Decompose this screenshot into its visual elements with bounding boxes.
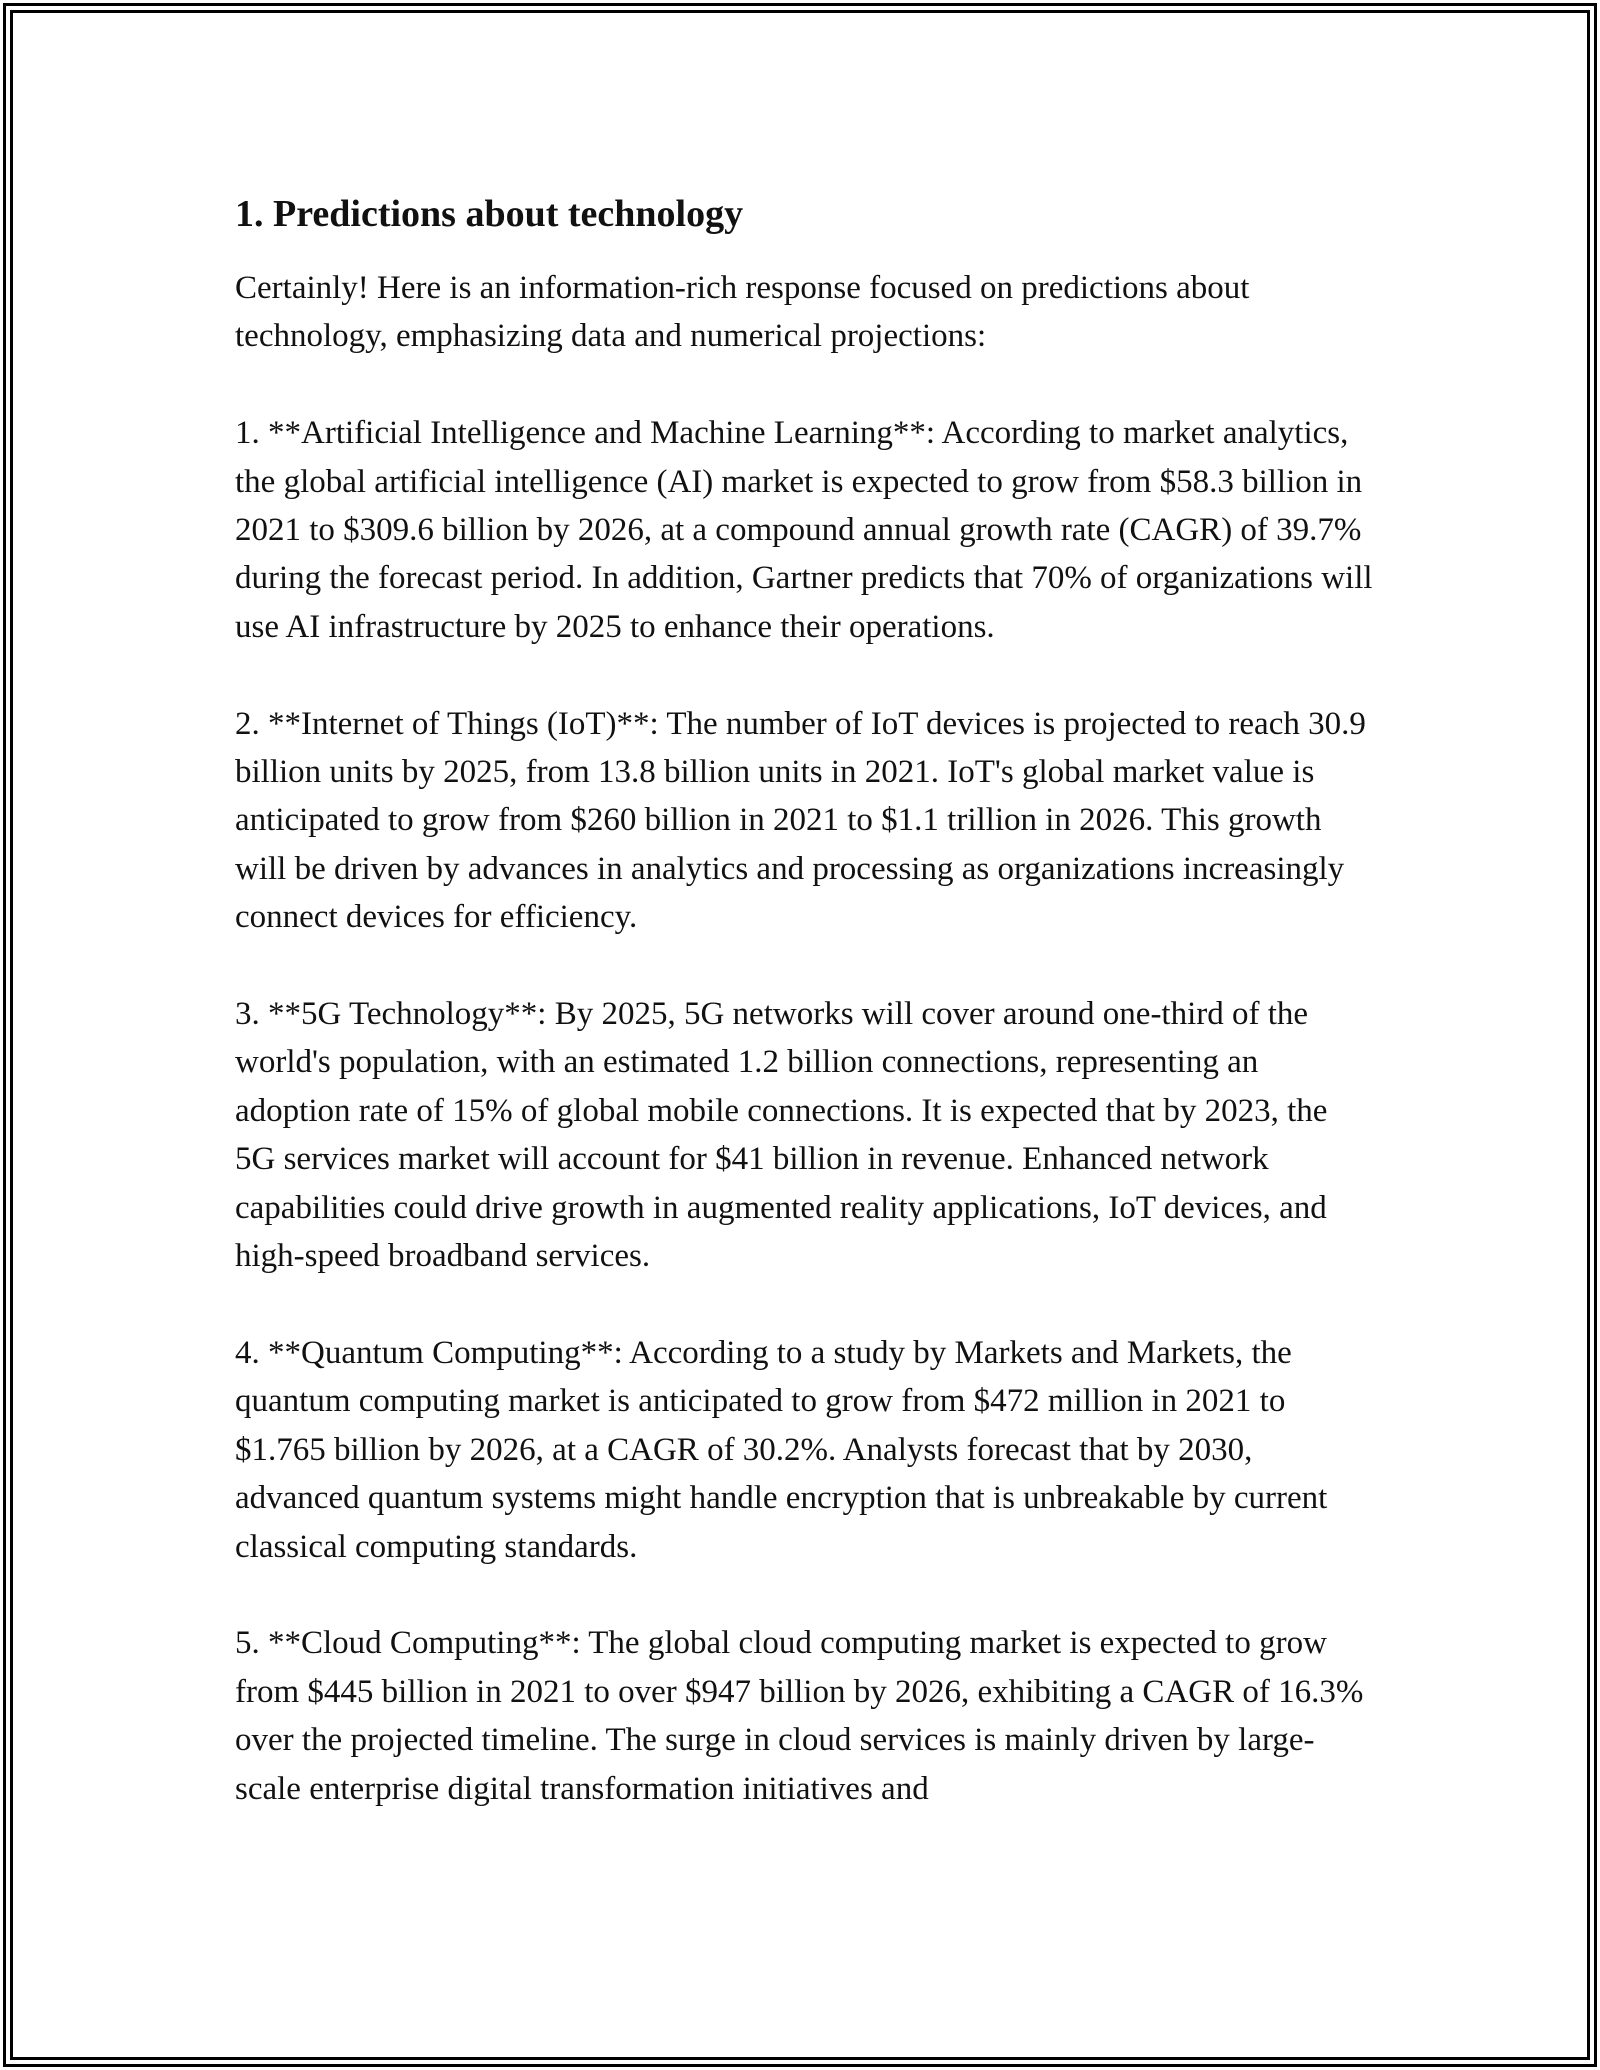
document-body xyxy=(235,186,1375,1813)
prediction-iot: 2. **Internet of Things (IoT)**: The number of IoT devices is projected to reach 30.9 billion units by 2025, from 13.8 billion units in 2021. IoT's global market value is anticipated to grow from $260 billion in 2021 to $1.1 trillion in 2026. This growth will be driven by advances in analytics and processing as organizations increasingly connect devices for efficiency. xyxy=(235,705,1366,936)
intro-paragraph: Certainly! Here is an information-rich response focused on predictions about technology, emphasizing data and numerical projections: xyxy=(235,270,1250,355)
prediction-ai-ml: 1. **Artificial Intelligence and Machine Learning**: According to market analytics, the global artificial intelligence (AI) market is expected to grow from $58.3 billion in 2021 to $309.6 billion by 2026, at a compound annual growth rate (CAGR) of 39.7% during the forecast period. In addition, Gartner predicts that 70% of organizations will use AI infrastructure by 2025 to enhance their operations. xyxy=(235,415,1373,645)
prediction-5g: 3. **5G Technology**: By 2025, 5G networks will cover around one-third of the world's population, with an estimated 1.2 billion connections, representing an adoption rate of 15% of global mobile connections. It is expected that by 2023, the 5G services market will account for $41 billion in revenue. Enhanced network capabilities could drive growth in augmented reality applications, IoT devices, and high-speed broadband services. xyxy=(235,996,1328,1275)
page-title: 1. Predictions about technology xyxy=(235,193,744,235)
prediction-cloud-computing: 5. **Cloud Computing**: The global cloud computing market is expected to grow from $445 billion in 2021 to over $947 billion by 2026, exhibiting a CAGR of 16.3% over the projected timeline. The surge in cloud services is mainly driven by large-scale enterprise digital transformation initiatives and xyxy=(235,1625,1364,1807)
prediction-quantum-computing: 4. **Quantum Computing**: According to a study by Markets and Markets, the quantum computing market is anticipated to grow from $472 million in 2021 to $1.765 billion by 2026, at a CAGR of 30.2%. Analysts forecast that by 2030, advanced quantum systems might handle encryption that is unbreakable by current classical computing standards. xyxy=(235,1334,1328,1565)
